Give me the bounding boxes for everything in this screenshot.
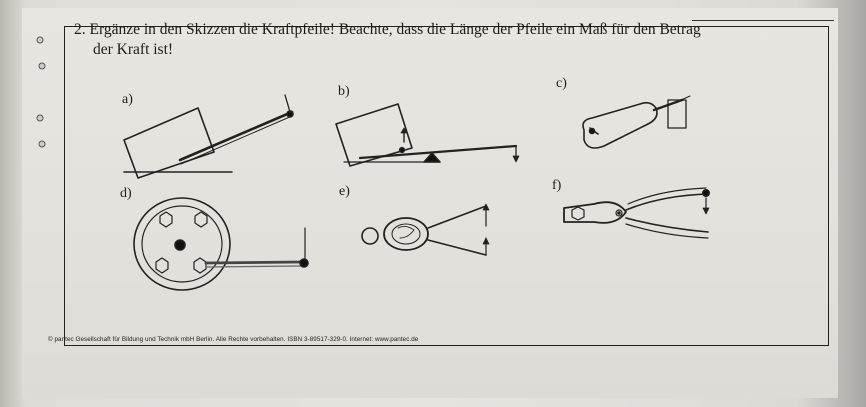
- sketch-label-b: b): [338, 84, 350, 99]
- binder-holes-decoration: [37, 37, 45, 147]
- sketch-d-wheel: [134, 198, 308, 290]
- task-text-line1: Ergänze in den Skizzen die Kraftpfeile! Beachte, dass die Länge der Pfeile ein Maß für den Betrag: [89, 21, 701, 38]
- sketch-e-nutcracker: [362, 204, 489, 255]
- task-number: 2.: [74, 21, 86, 38]
- sketch-label-f: f): [552, 178, 562, 193]
- sketch-a-lever-box: [124, 95, 293, 178]
- sketch-label-a: a): [122, 92, 133, 107]
- sketch-label-d: d): [120, 186, 132, 201]
- sketch-label-e: e): [339, 184, 350, 199]
- sketch-f-pliers: [564, 188, 709, 238]
- sketch-c-screwdriver: [583, 96, 690, 148]
- sketch-b-seesaw: [336, 104, 519, 166]
- task-text-line2: der Kraft ist!: [93, 41, 174, 58]
- sketch-label-c: c): [556, 76, 567, 91]
- copyright-footer: © pantec Gesellschaft für Bildung und Technik mbH Berlin. Alle Rechte vorbehalten. ISBN 3-89517-329-0. Internet: www.pantec.de: [48, 336, 419, 343]
